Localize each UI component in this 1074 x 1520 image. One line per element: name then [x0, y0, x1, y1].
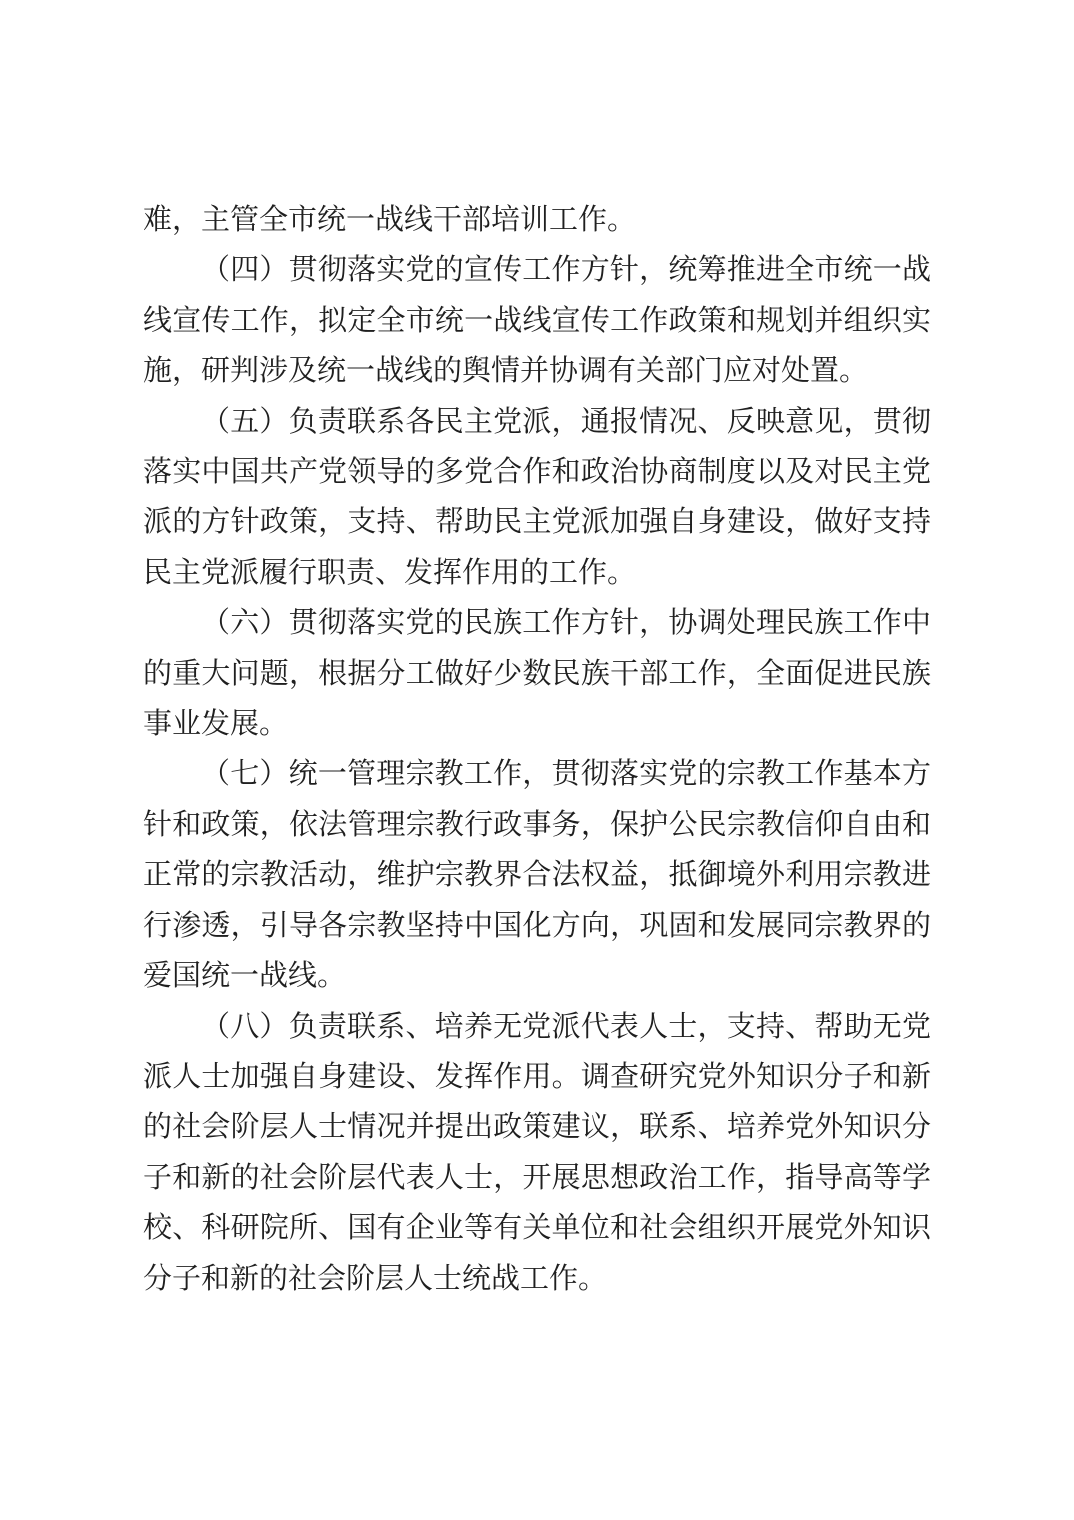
paragraph: （六）贯彻落实党的民族工作方针，协调处理民族工作中的重大问题，根据分工做好少数民族干部工作，全面促进民族事业发展。	[143, 605, 931, 741]
document-body	[143, 194, 931, 1303]
paragraph: （八）负责联系、培养无党派代表人士，支持、帮助无党派人士加强自身建设、发挥作用。调查研究党外知识分子和新的社会阶层人士情况并提出政策建议，联系、培养党外知识分子和新的社会阶层代表人士，开展思想政治工作，指导高等学校、科研院所、国有企业等有关单位和社会组织开展党外知识分子和新的社会阶层人士统战工作。	[143, 1008, 931, 1295]
paragraph: 难，主管全市统一战线干部培训工作。	[143, 202, 637, 236]
paragraph: （七）统一管理宗教工作，贯彻落实党的宗教工作基本方针和政策，依法管理宗教行政事务，保护公民宗教信仰自由和正常的宗教活动，维护宗教界合法权益，抵御境外利用宗教进行渗透，引导各宗教坚持中国化方向，巩固和发展同宗教界的爱国统一战线。	[143, 756, 931, 993]
paragraph: （五）负责联系各民主党派，通报情况、反映意见，贯彻落实中国共产党领导的多党合作和政治协商制度以及对民主党派的方针政策，支持、帮助民主党派加强自身建设，做好支持民主党派履行职责、发挥作用的工作。	[143, 403, 931, 589]
paragraph: （四）贯彻落实党的宣传工作方针，统筹推进全市统一战线宣传工作，拟定全市统一战线宣传工作政策和规划并组织实施，研判涉及统一战线的舆情并协调有关部门应对处置。	[143, 252, 931, 388]
